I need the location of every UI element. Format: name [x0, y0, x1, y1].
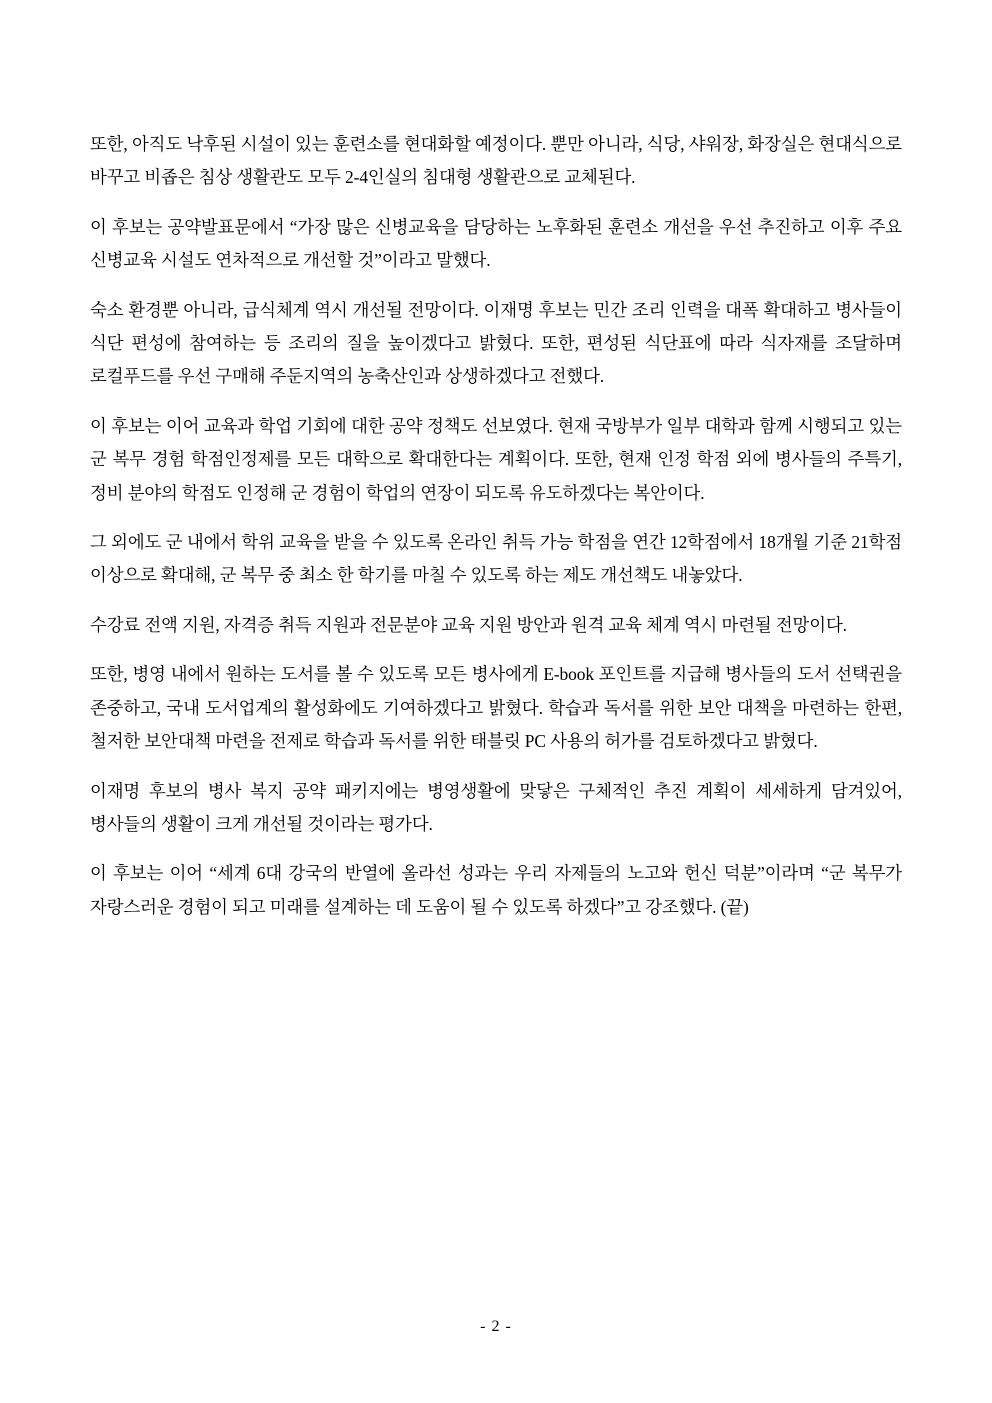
- paragraph: 수강료 전액 지원, 자격증 취득 지원과 전문분야 교육 지원 방안과 원격 교육 체계 역시 마련될 전망이다.: [90, 614, 847, 635]
- document-body: [90, 128, 902, 924]
- paragraph: 이 후보는 공약발표문에서 “가장 많은 신병교육을 담당하는 노후화된 훈련소 개선을 우선 추진하고 이후 주요 신병교육 시설도 연차적으로 개선할 것”이라고 말했다.: [90, 216, 902, 271]
- paragraph: 또한, 아직도 낙후된 시설이 있는 훈련소를 현대화할 예정이다. 뿐만 아니라, 식당, 샤워장, 화장실은 현대식으로 바꾸고 비좁은 침상 생활관도 모두 2-4인실의 침대형 생활관으로 교체된다.: [90, 134, 902, 188]
- paragraph: 이 후보는 이어 교육과 학업 기회에 대한 공약 정책도 선보였다. 현재 국방부가 일부 대학과 함께 시행되고 있는 군 복무 경험 학점인정제를 모든 대학으로 확대한다는 계획이다. 또한, 현재 인정 학점 외에 병사들의 주특기, 정비 분야의 학점도 인정해 군 경험이 학업의 연장이 되도록 유도하겠다는 복안이다.: [90, 415, 902, 503]
- paragraph: 숙소 환경뿐 아니라, 급식체계 역시 개선될 전망이다. 이재명 후보는 민간 조리 인력을 대폭 확대하고 병사들이 식단 편성에 참여하는 등 조리의 질을 높이겠다고 밝혔다. 또한, 편성된 식단표에 따라 식자재를 조달하며 로컬푸드를 우선 구매해 주둔지역의 농축산인과 상생하겠다고 전했다.: [90, 299, 902, 387]
- paragraph: 그 외에도 군 내에서 학위 교육을 받을 수 있도록 온라인 취득 가능 학점을 연간 12학점에서 18개월 기준 21학점 이상으로 확대해, 군 복무 중 최소 한 학기를 마칠 수 있도록 하는 제도 개선책도 내놓았다.: [90, 532, 902, 586]
- paragraph: 이 후보는 이어 “세계 6대 강국의 반열에 올라선 성과는 우리 자제들의 노고와 헌신 덕분”이라며 “군 복무가 자랑스러운 경험이 되고 미래를 설계하는 데 도움이 될 수 있도록 하겠다”고 강조했다. (끝): [90, 863, 902, 917]
- paragraph: 이재명 후보의 병사 복지 공약 패키지에는 병영생활에 맞닿은 구체적인 추진 계획이 세세하게 담겨있어, 병사들의 생활이 크게 개선될 것이라는 평가다.: [90, 780, 902, 834]
- page-number: - 2 -: [480, 1318, 512, 1335]
- paragraph: 또한, 병영 내에서 원하는 도서를 볼 수 있도록 모든 병사에게 E-book 포인트를 지급해 병사들의 도서 선택권을 존중하고, 국내 도서업계의 활성화에도 기여하겠다고 밝혔다. 학습과 독서를 위한 보안 대책을 마련하는 한편, 철저한 보안대책 마련을 전제로 학습과 독서를 위한 태블릿 PC 사용의 허가를 검토하겠다고 밝혔다.: [90, 664, 902, 752]
